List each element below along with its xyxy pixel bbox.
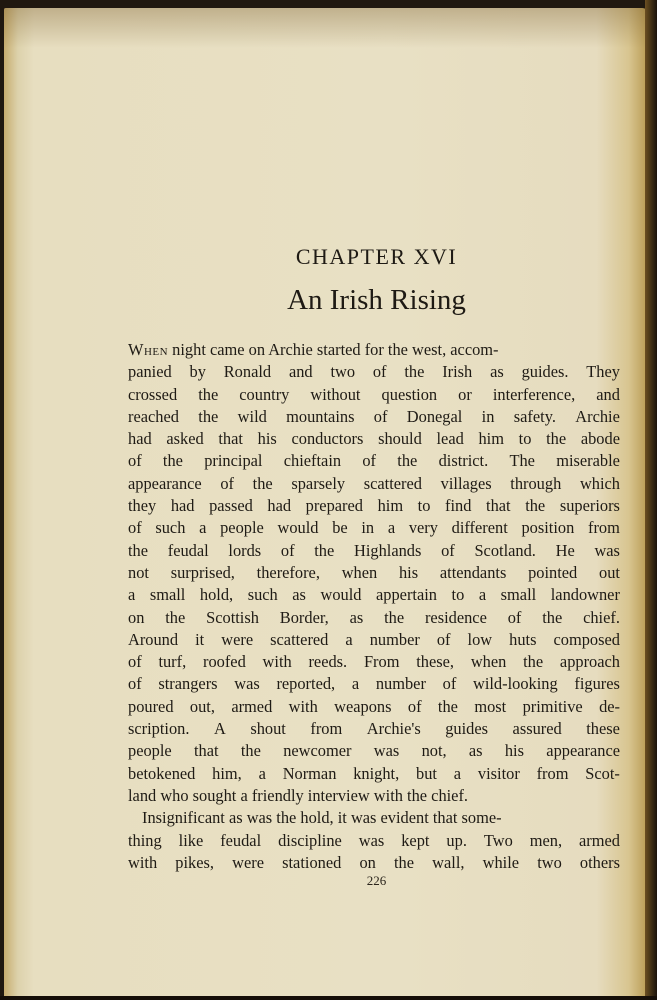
word: which	[579, 473, 620, 493]
word: these,	[416, 652, 455, 672]
word: when	[470, 652, 507, 672]
word: reeds.	[308, 652, 348, 672]
word: small	[149, 585, 186, 605]
word: knight,	[353, 763, 400, 783]
word: as	[349, 607, 364, 627]
text-line	[128, 607, 620, 629]
word: men,	[529, 830, 563, 850]
paragraph-start-line	[128, 807, 620, 829]
word: district.	[438, 451, 489, 471]
word: the	[128, 540, 149, 560]
word: guides.	[521, 362, 569, 382]
word: discipline	[278, 830, 342, 850]
word: A	[213, 719, 226, 739]
word: were	[221, 629, 254, 649]
word: of	[128, 451, 142, 471]
word: crossed	[128, 384, 178, 404]
word: kept	[401, 830, 430, 850]
word: not	[128, 562, 149, 582]
word: feudal	[220, 830, 262, 850]
word: to	[518, 429, 532, 449]
word: they	[128, 496, 157, 516]
word: from	[588, 518, 620, 538]
text-line	[128, 696, 620, 718]
word: on	[359, 852, 376, 872]
word: him	[377, 496, 404, 516]
word: a	[453, 763, 462, 783]
word: him	[478, 429, 504, 449]
word: that	[218, 429, 243, 449]
word: From	[363, 652, 400, 672]
word: conductors	[291, 429, 364, 449]
word: the	[542, 607, 563, 627]
word: be	[332, 518, 348, 538]
word: others	[579, 852, 620, 872]
word: of	[436, 629, 451, 649]
word: of	[442, 674, 457, 694]
word: very	[408, 518, 438, 538]
word: as	[292, 585, 306, 605]
word: as	[468, 741, 483, 761]
word: residence	[424, 607, 487, 627]
text-line-content: Insignificant as was the hold, it was evident that some-	[142, 808, 502, 828]
text-line	[128, 718, 620, 740]
word: and	[596, 384, 620, 404]
word: Archie's	[366, 719, 421, 739]
word: the	[165, 607, 186, 627]
word: without	[310, 384, 361, 404]
word: his	[398, 562, 419, 582]
word: the	[546, 429, 567, 449]
word: prepared	[305, 496, 363, 516]
word: as	[490, 362, 504, 382]
word: such	[155, 518, 186, 538]
word: hold,	[199, 585, 234, 605]
word: with	[288, 696, 318, 716]
word: figures	[574, 674, 620, 694]
word: to	[417, 496, 431, 516]
word: shout	[250, 719, 286, 739]
word: appertain	[376, 585, 437, 605]
word: wild	[237, 406, 267, 426]
text-line: land who sought a friendly interview with the chief.	[128, 785, 469, 805]
word: country	[239, 384, 290, 404]
word: or	[458, 384, 472, 404]
word: his	[504, 741, 524, 761]
word: would	[320, 585, 362, 605]
word: but	[416, 763, 437, 783]
word: betokened	[128, 763, 196, 783]
word: superiors	[559, 496, 620, 516]
text-line	[128, 361, 620, 383]
word: sparsely	[291, 473, 346, 493]
word: from	[310, 719, 343, 739]
word: the	[384, 607, 405, 627]
word: the	[393, 852, 415, 872]
text-line	[128, 584, 620, 606]
word: people	[220, 518, 264, 538]
word: it	[195, 629, 205, 649]
text-line	[128, 339, 620, 361]
word: a	[351, 674, 360, 694]
word: scattered	[363, 473, 422, 493]
word: feudal	[167, 540, 209, 560]
word: people	[128, 741, 172, 761]
word: Donegal	[406, 406, 463, 426]
word: up.	[446, 830, 467, 850]
word: question	[381, 384, 438, 404]
word: the	[198, 406, 219, 426]
word: these	[586, 719, 620, 739]
word: composed	[553, 629, 620, 649]
word: the	[523, 652, 544, 672]
word: thing	[128, 830, 162, 850]
word: of	[220, 473, 235, 493]
word: of	[128, 674, 142, 694]
word: Highlands	[353, 540, 422, 560]
body-text	[128, 339, 620, 874]
text-line	[128, 763, 620, 785]
word: strangers	[158, 674, 218, 694]
text-line	[128, 406, 620, 428]
word: that	[486, 496, 511, 516]
word: attendants	[439, 562, 507, 582]
page-edge	[645, 0, 657, 1000]
word: scattered	[270, 629, 329, 649]
word: a	[199, 518, 207, 538]
word: lords	[228, 540, 262, 560]
word: such	[247, 585, 278, 605]
word: Two	[483, 830, 513, 850]
word: a	[128, 585, 136, 605]
word: of	[507, 607, 522, 627]
word: with	[262, 652, 292, 672]
word: reached	[128, 406, 179, 426]
word: a	[387, 518, 396, 538]
word: scription.	[128, 719, 190, 739]
word: would	[277, 518, 319, 538]
text-line	[128, 852, 620, 874]
text-line	[128, 673, 620, 695]
word: Scot-	[585, 763, 620, 783]
word: primitive	[522, 696, 583, 716]
word: was	[234, 674, 260, 694]
word: Scotland.	[474, 540, 536, 560]
word: He	[555, 540, 575, 560]
word: that	[194, 741, 219, 761]
word: The	[509, 451, 535, 471]
word: of	[128, 652, 142, 672]
word: poured	[128, 696, 174, 716]
word: passed	[209, 496, 253, 516]
word: of	[441, 540, 455, 560]
word: was	[373, 741, 400, 761]
word: two	[537, 852, 562, 872]
word: armed	[231, 696, 273, 716]
lead-word: When	[128, 340, 169, 359]
page-number: 226	[366, 873, 387, 888]
word: pikes,	[175, 852, 214, 872]
word: Ronald	[223, 362, 272, 382]
word: panied	[128, 362, 172, 382]
word: Norman	[282, 763, 337, 783]
word: a	[258, 763, 266, 783]
word: roofed	[202, 652, 246, 672]
text-line	[128, 740, 620, 762]
word: reported,	[276, 674, 336, 694]
text-line	[128, 495, 620, 517]
word: a	[345, 629, 353, 649]
word: different	[451, 518, 508, 538]
word: surprised,	[170, 562, 235, 582]
word: was	[594, 540, 620, 560]
word: the	[404, 362, 425, 382]
word: the	[198, 384, 219, 404]
word: the	[397, 451, 418, 471]
first-line	[128, 339, 499, 361]
word: interference,	[492, 384, 576, 404]
word: Archie	[575, 406, 620, 426]
word: visitor	[477, 763, 520, 783]
word: from	[536, 763, 569, 783]
word: Irish	[442, 362, 473, 382]
word: out	[599, 562, 620, 582]
word: of	[372, 362, 387, 382]
word: in	[361, 518, 375, 538]
word: of	[373, 406, 388, 426]
word: low	[467, 629, 493, 649]
word: abode	[580, 429, 620, 449]
word: the	[240, 741, 261, 761]
word: was	[358, 830, 385, 850]
word: of	[280, 540, 295, 560]
word: turf,	[158, 652, 187, 672]
word: by	[189, 362, 206, 382]
text-line	[128, 450, 620, 472]
word: the	[314, 540, 335, 560]
word: and	[288, 362, 313, 382]
word: therefore,	[256, 562, 320, 582]
word: lead	[436, 429, 464, 449]
word: the	[252, 473, 273, 493]
word: appearance	[546, 741, 620, 761]
word: miserable	[556, 451, 620, 471]
word: Around	[128, 629, 179, 649]
word: of	[362, 451, 377, 471]
word: assured	[512, 719, 562, 739]
word: his	[257, 429, 277, 449]
word: small	[500, 585, 537, 605]
word: in	[481, 406, 495, 426]
word: out,	[189, 696, 215, 716]
page-bottom-edge	[0, 996, 657, 1000]
word: were	[232, 852, 264, 872]
word: position	[521, 518, 575, 538]
word: asked	[166, 429, 204, 449]
word: find	[445, 496, 472, 516]
word: newcomer	[283, 741, 352, 761]
word: number	[369, 629, 420, 649]
word: huts	[509, 629, 537, 649]
text-line	[128, 830, 620, 852]
word: wild-looking	[472, 674, 558, 694]
chapter-title: An Irish Rising	[287, 284, 466, 316]
page-shadow	[4, 8, 648, 48]
word: stationed	[282, 852, 342, 872]
word: him,	[212, 763, 242, 783]
word: a	[478, 585, 487, 605]
text-line	[128, 562, 620, 584]
word: safety.	[513, 406, 556, 426]
word: They	[586, 362, 620, 382]
word: principal	[204, 451, 263, 471]
word: while	[482, 852, 520, 872]
word: two	[330, 362, 356, 382]
word: through	[510, 473, 562, 493]
word: of	[128, 518, 142, 538]
text-line	[128, 428, 620, 450]
word: mountains	[286, 406, 355, 426]
word: of	[407, 696, 422, 716]
word: weapons	[334, 696, 392, 716]
word: had	[128, 429, 152, 449]
text-line	[128, 384, 620, 406]
word: the	[437, 696, 458, 716]
word: when	[341, 562, 378, 582]
word: chieftain	[283, 451, 342, 471]
text-line	[128, 473, 620, 495]
word: most	[474, 696, 507, 716]
word: number	[375, 674, 426, 694]
word: the	[162, 451, 183, 471]
word: armed	[579, 830, 620, 850]
word: to	[451, 585, 465, 605]
first-line-rest: night came on Archie started for the west, accom-	[168, 340, 499, 359]
word: landowner	[550, 585, 620, 605]
word: Border,	[279, 607, 329, 627]
word: Scottish	[206, 607, 259, 627]
word: appearance	[128, 473, 202, 493]
word: on	[128, 607, 145, 627]
word: de-	[599, 696, 620, 716]
word: pointed	[528, 562, 578, 582]
word: should	[378, 429, 422, 449]
word: approach	[559, 652, 620, 672]
text-line	[128, 517, 620, 539]
word: had	[267, 496, 292, 516]
word: chief.	[583, 607, 620, 627]
word: not,	[421, 741, 447, 761]
word: like	[178, 830, 204, 850]
word: with	[128, 852, 158, 872]
word: had	[170, 496, 195, 516]
word: guides	[445, 719, 489, 739]
text-line	[128, 540, 620, 562]
word: wall,	[432, 852, 465, 872]
text-line	[128, 629, 620, 651]
chapter-number: CHAPTER XVI	[295, 244, 458, 269]
text-line	[128, 651, 620, 673]
word: villages	[440, 473, 492, 493]
word: the	[525, 496, 546, 516]
